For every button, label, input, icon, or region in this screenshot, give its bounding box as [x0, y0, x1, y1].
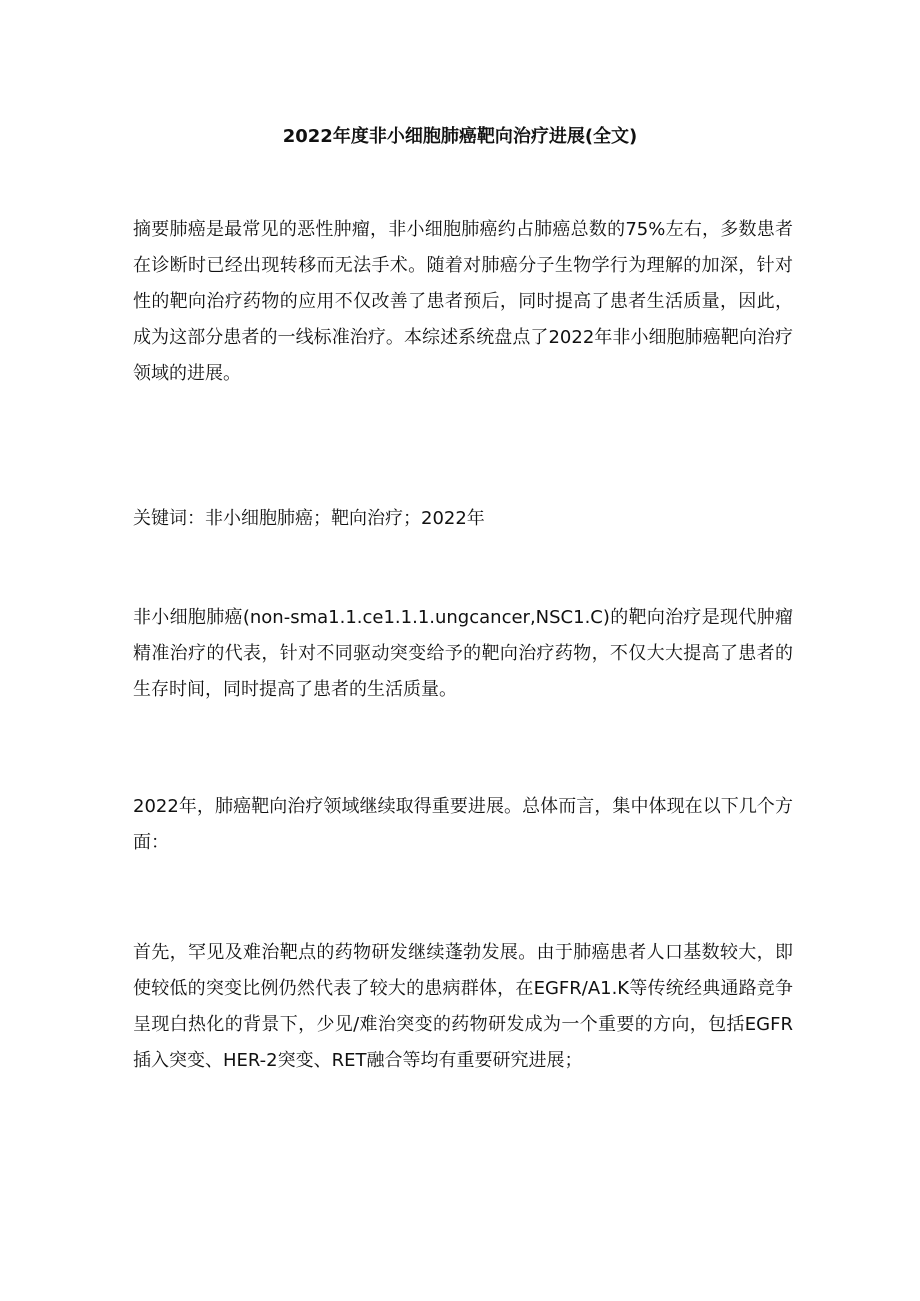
first-point-paragraph: 首先，罕见及难治靶点的药物研发继续蓬勃发展。由于肺癌患者人口基数较大，即使较低的突变比例仍然代表了较大的患病群体，在EGFR/A1.K等传统经典通路竞争呈现白热化的背景下，少见/难治突变的药物研发成为一个重要的方向，包括EGFR插入突变、HER-2突变、RET融合等均有重要研究进展；	[133, 942, 793, 1071]
intro-paragraph: 非小细胞肺癌(non-sma1.1.ce1.1.1.ungcancer,NSC1.C)的靶向治疗是现代肿瘤精准治疗的代表，针对不同驱动突变给予的靶向治疗药物，不仅大大提高了患者的生存时间，同时提高了患者的生活质量。	[133, 607, 793, 700]
progress-paragraph: 2022年，肺癌靶向治疗领域继续取得重要进展。总体而言，集中体现在以下几个方面：	[133, 796, 793, 853]
abstract-paragraph: 摘要肺癌是最常见的恶性肿瘤，非小细胞肺癌约占肺癌总数的75%左右，多数患者在诊断时已经出现转移而无法手术。随着对肺癌分子生物学行为理解的加深，针对性的靶向治疗药物的应用不仅改善了患者预后，同时提高了患者生活质量，因此，成为这部分患者的一线标准治疗。本综述系统盘点了2022年非小细胞肺癌靶向治疗领域的进展。	[133, 219, 793, 384]
document-title: 2022年度非小细胞肺癌靶向治疗进展(全文)	[282, 126, 638, 147]
keywords-paragraph: 关键词：非小细胞肺癌；靶向治疗；2022年	[133, 508, 485, 529]
